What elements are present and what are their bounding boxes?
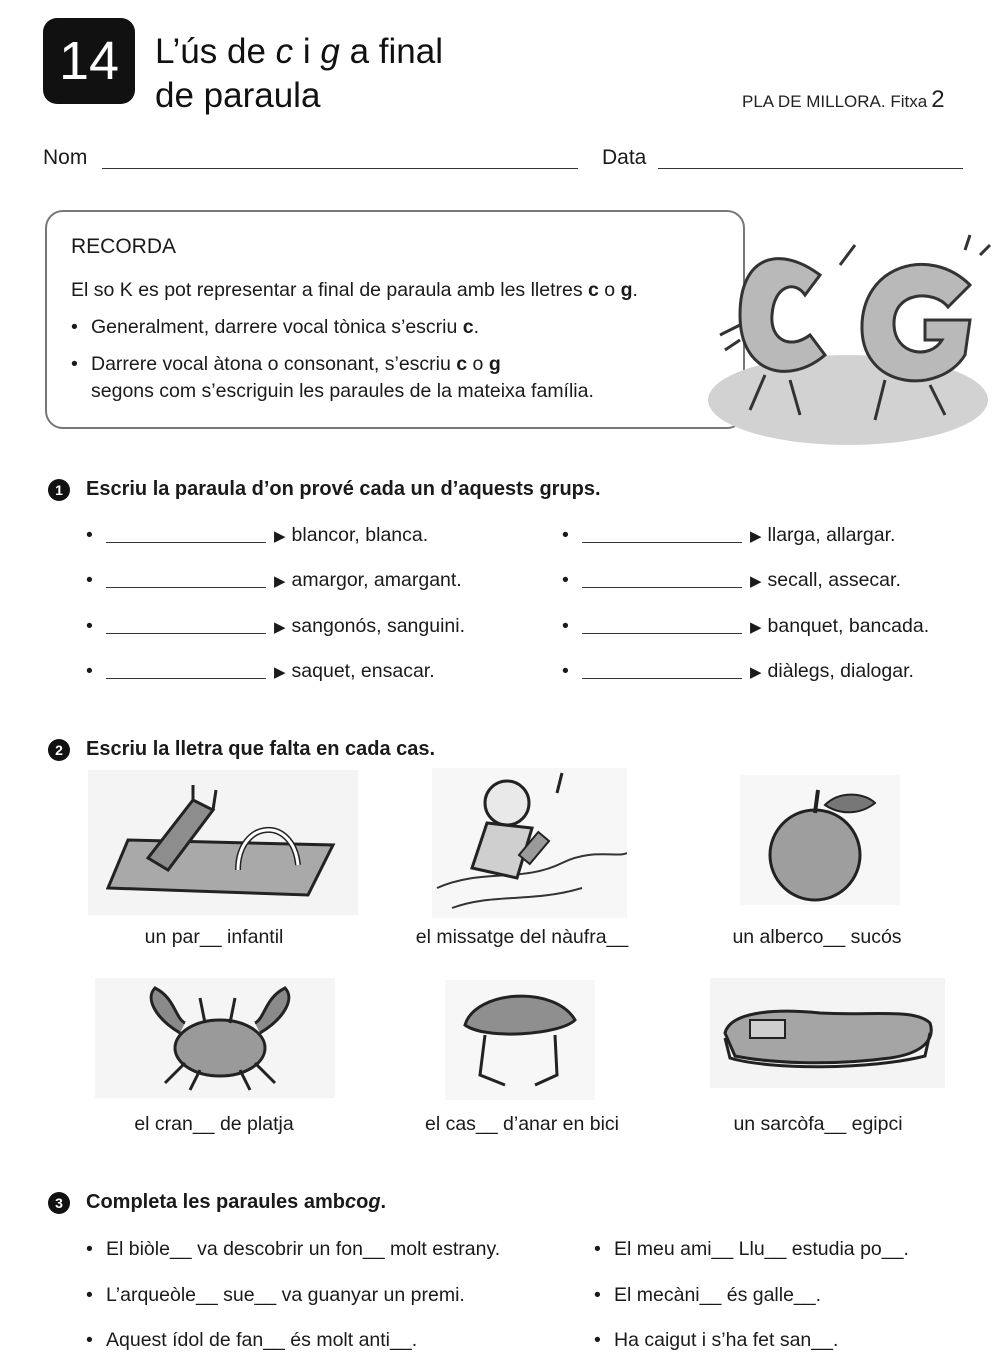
recorda-bullet-2: • Darrere vocal àtona o consonant, s’escriu c o g <box>71 353 501 375</box>
exercise-3-right-item: • El mecàni__ és galle__. <box>594 1284 822 1306</box>
playground-image <box>88 770 358 915</box>
date-label: Data <box>602 146 647 169</box>
page-title: L’ús de c i g a final de paraula <box>155 32 443 115</box>
caption-sarcophagus: un sarcòfa__ egipci <box>733 1113 903 1135</box>
letter-c-shape <box>740 259 825 372</box>
recorda-bullet-2-line-2: segons com s’escriguin les paraules de la mateixa família. <box>91 380 594 402</box>
recorda-bullet-1: • Generalment, darrere vocal tònica s’escriu c. <box>71 316 480 338</box>
exercise-1-right-item: • ▶ diàlegs, dialogar. <box>562 660 914 682</box>
answer-blank[interactable] <box>106 528 266 543</box>
exercise-3-left-item: • El biòle__ va descobrir un fon__ molt estrany. <box>86 1238 501 1260</box>
caption-apricot: un alberco__ sucós <box>732 926 902 948</box>
caption-crab: el cran__ de platja <box>134 1113 294 1135</box>
answer-blank[interactable] <box>106 664 266 679</box>
letter-g-shape <box>862 264 970 380</box>
exercise-1-right-item: • ▶ banquet, bancada. <box>562 615 930 637</box>
answer-blank[interactable] <box>106 619 266 634</box>
helmet-image <box>445 980 595 1100</box>
exercise-1-right-item: • ▶ secall, assecar. <box>562 569 901 591</box>
exercise-3-right-item: • El meu ami__ Llu__ estudia po__. <box>594 1238 909 1260</box>
apricot-image <box>740 775 900 905</box>
exercise-2-title: 2 Escriu la lletra que falta en cada cas. <box>48 738 435 761</box>
exercise-3-right-item: • Ha caigut i s’ha fet san__. <box>594 1329 839 1351</box>
exercise-1-left-item: • ▶ saquet, ensacar. <box>86 660 435 682</box>
exercise-3-title: 3 Completa les paraules amb c o g . <box>48 1191 386 1214</box>
name-label: Nom <box>43 146 88 169</box>
answer-blank[interactable] <box>582 664 742 679</box>
caption-castaway: el missatge del nàufra__ <box>415 926 629 948</box>
exercise-1-left-item: • ▶ amargor, amargant. <box>86 569 462 591</box>
crab-image <box>95 978 335 1098</box>
exercise-1-right-item: • ▶ llarga, allargar. <box>562 524 896 546</box>
recorda-intro: El so K es pot representar a final de paraula amb les lletres c o g. <box>71 279 638 301</box>
answer-blank[interactable] <box>106 573 266 588</box>
answer-blank[interactable] <box>582 619 742 634</box>
sarcophagus-image <box>710 978 945 1088</box>
exercise-1-left-item: • ▶ sangonós, sanguini. <box>86 615 466 637</box>
name-field[interactable] <box>102 168 578 169</box>
cg-letters-illustration <box>680 225 995 450</box>
caption-helmet: el cas__ d’anar en bici <box>424 1113 620 1135</box>
answer-blank[interactable] <box>582 528 742 543</box>
unit-number-badge: 14 <box>43 18 135 104</box>
exercise-1-left-item: • ▶ blancor, blanca. <box>86 524 429 546</box>
castaway-image <box>432 768 627 918</box>
caption-playground: un par__ infantil <box>144 926 284 948</box>
exercise-3-left-item: • L’arqueòle__ sue__ va guanyar un premi. <box>86 1284 465 1306</box>
plan-label: PLA DE MILLORA. Fitxa 2 <box>742 86 945 113</box>
recorda-title: RECORDA <box>71 235 177 258</box>
exercise-1-title: 1 Escriu la paraula d’on prové cada un d’aquests grups. <box>48 478 601 501</box>
date-field[interactable] <box>658 168 963 169</box>
answer-blank[interactable] <box>582 573 742 588</box>
exercise-3-left-item: • Aquest ídol de fan__ és molt anti__. <box>86 1329 418 1351</box>
